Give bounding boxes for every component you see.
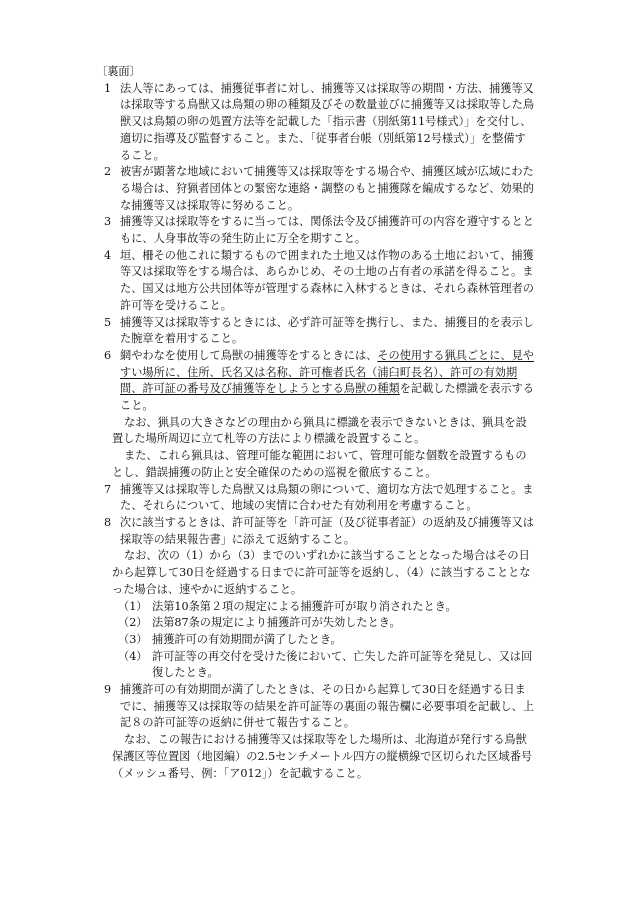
item-text <box>120 348 536 415</box>
item-number: 2 <box>104 165 112 179</box>
page-heading: 〔裏面〕 <box>96 65 141 78</box>
item-9-note-1: なお、この報告における捕獲等又は採取等をした場所は、北海道が発行する鳥獣保護区等位置図（地図編）の2.5センチメートル四方の縦横線で区切られた区域番号（メッシュ番号、例：「ア012」）を記載すること。 <box>112 733 533 780</box>
item-text: 垣、柵その他これに類するもので囲まれた土地又は作物のある土地において、捕獲等又は採取等をする場合は、あらかじめ、その土地の占有者の承諾を得ること。また、国又は地方公共団体等が管理する森林に入林するときは、それら森林管理者の許可等を受けること。 <box>120 248 534 312</box>
sub-item-4 <box>96 649 536 682</box>
item-number: 4 <box>104 248 112 262</box>
item-6-note-2: また、これら猟具は、管理可能な範囲において、管理可能な個数を設置するものとし、錯誤捕獲の防止と安全確保のための巡視を徹底すること。 <box>112 449 527 479</box>
sub-item-number: （1） <box>118 599 148 613</box>
sub-item-number: （3） <box>118 632 148 646</box>
document-content <box>96 64 536 782</box>
item-8-note-1: なお、次の（1）から（3）までのいずれかに該当することとなった場合はその日から起算して30日を経過する日までに許可証等を返納し、（4）に該当することとなった場合は、速やかに返納すること。 <box>112 549 531 596</box>
underlined-label-requirement: その使用する猟具ごとに、見やすい場所に、住所、氏名又は名称、許可権者氏名（浦臼町長名）、許可の有効期間、許可証の番号及び捕獲等をしようとする鳥獣の種類 <box>120 348 534 396</box>
item-text-before: 網やわなを使用して鳥獣の捕獲等をするときには、 <box>120 348 378 362</box>
item-number: 5 <box>104 315 112 329</box>
list-item-1 <box>96 81 536 165</box>
sub-item-text: 法第87条の規定により捕獲許可が失効したとき。 <box>152 616 401 630</box>
list-item-6 <box>96 348 536 415</box>
item-text: 法人等にあっては、捕獲従事者に対し、捕獲等又は採取等の期間・方法、捕獲等又は採取等する鳥獣又は鳥類の卵の種類及びその数量並びに捕獲等又は採取等した鳥獣又は鳥類の卵の処置方法等を記載した「指示書（別紙第11号様式）」を交付し、適切に指導及び監督すること。また、「従事者台帳（別紙第12号様式）」を整備すること。 <box>120 81 534 162</box>
item-text: 次に該当するときは、許可証等を「許可証（及び従事者証）の返納及び捕獲等又は採取等の結果報告書」に添えて返納すること。 <box>120 515 534 546</box>
item-number: 7 <box>104 482 112 496</box>
sub-item-number: （2） <box>118 616 148 630</box>
item-text: 捕獲等又は採取等をするに当っては、関係法令及び捕獲許可の内容を遵守するとともに、人身事故等の発生防止に万全を期すこと。 <box>120 215 534 246</box>
list-item-4 <box>96 248 536 315</box>
item-number: 1 <box>104 81 112 95</box>
list-item-9 <box>96 682 536 732</box>
item-text: 捕獲等又は採取等した鳥獣又は鳥類の卵について、適切な方法で処理すること。また、それらについて、地域の実情に合わせた有効利用を考慮すること。 <box>120 482 534 513</box>
sub-item-1 <box>96 599 536 616</box>
item-number: 3 <box>104 215 112 229</box>
item-text: 捕獲許可の有効期間が満了したときは、その日から起算して30日を経過する日までに、捕獲等又は採取等の結果を許可証等の裏面の報告欄に必要事項を記載し、上記８の許可証等の返納に併せて報告すること。 <box>120 683 534 730</box>
sub-item-text: 許可証等の再交付を受けた後において、亡失した許可証等を発見し、又は回復したとき。 <box>152 649 533 680</box>
item-number: 9 <box>104 683 112 697</box>
item-text: 捕獲等又は採取等するときには、必ず許可証等を携行し、また、捕獲目的を表示した腕章を着用すること。 <box>120 315 534 346</box>
sub-item-3 <box>96 632 536 649</box>
list-item-7 <box>96 482 536 515</box>
list-item-5 <box>96 315 536 348</box>
item-text: 被害が顕著な地域において捕獲等又は採取等をする場合や、捕獲区域が広域にわたる場合は、狩猟者団体との緊密な連絡・調整のもと捕獲隊を編成するなど、効果的な捕獲等又は採取等に努めること。 <box>120 165 534 212</box>
list-item-8 <box>96 515 536 548</box>
sub-item-text: 捕獲許可の有効期間が満了したとき。 <box>152 632 342 646</box>
item-text-after: を記載した標識を表示すること。 <box>120 382 534 413</box>
sub-item-number: （4） <box>118 649 148 663</box>
sub-item-2 <box>96 615 536 632</box>
sub-item-text: 法第10条第２項の規定による捕獲許可が取り消されたとき。 <box>152 599 457 613</box>
item-number: 6 <box>104 348 112 362</box>
item-6-note-1: なお、猟具の大きさなどの理由から猟具に標識を表示できないときは、猟具を設置した場所周辺に立て札等の方法により標識を設置すること。 <box>112 415 527 446</box>
item-number: 8 <box>104 515 112 529</box>
list-item-2 <box>96 164 536 214</box>
list-item-3 <box>96 214 536 247</box>
